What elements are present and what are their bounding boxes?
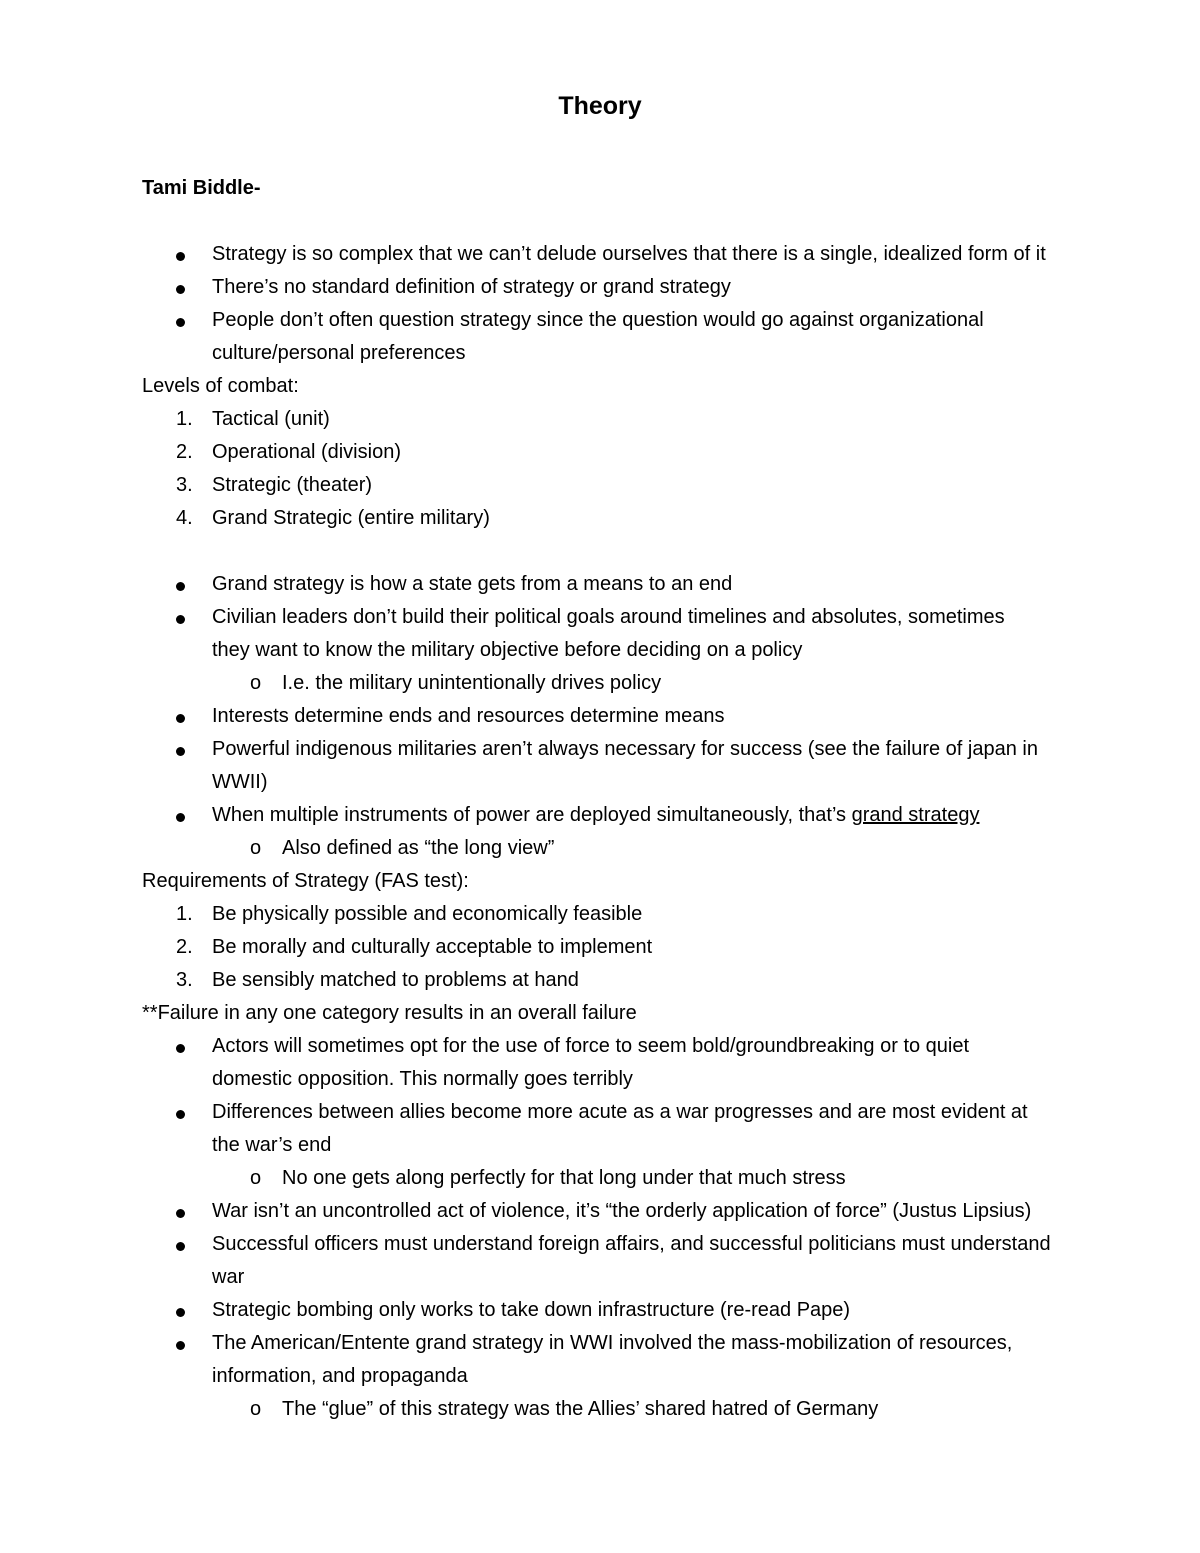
bullet-icon	[176, 615, 185, 624]
list-item: Grand strategy is how a state gets from a means to an end	[142, 568, 1122, 601]
numbered-item: 1. Tactical (unit)	[176, 408, 330, 430]
bullet-icon	[176, 582, 185, 591]
bullet-icon	[176, 1110, 185, 1119]
bullet-icon	[176, 1209, 185, 1218]
sub-list-item: o No one gets along perfectly for that long under that much stress	[142, 1162, 1122, 1195]
list-item: Strategy is so complex that we can’t delude ourselves that there is a single, idealized form of it	[142, 238, 1122, 271]
list-item: Differences between allies become more acute as a war progresses and are most evident at	[142, 1096, 1122, 1129]
sub-list-item: o The “glue” of this strategy was the Allies’ shared hatred of Germany	[142, 1393, 1122, 1426]
list-item-continuation: they want to know the military objective before deciding on a policy	[212, 639, 803, 661]
numbered-item: 3. Be sensibly matched to problems at hand	[176, 969, 579, 991]
list-item: War isn’t an uncontrolled act of violence, it’s “the orderly application of force” (Justus Lipsius)	[142, 1195, 1122, 1228]
list-item: Actors will sometimes opt for the use of force to seem bold/groundbreaking or to quiet	[142, 1030, 1122, 1063]
bullet-icon	[176, 1341, 185, 1350]
list-item-continuation: culture/personal preferences	[212, 342, 466, 364]
sub-list-item: o I.e. the military unintentionally drives policy	[142, 667, 1122, 700]
sub-list-item: o Also defined as “the long view”	[142, 832, 1122, 865]
levels-heading: Levels of combat:	[142, 375, 299, 397]
numbered-item: 2. Be morally and culturally acceptable to implement	[176, 936, 653, 958]
circle-bullet-icon: o	[250, 837, 262, 859]
list-item: Civilian leaders don’t build their political goals around timelines and absolutes, sometimes	[142, 601, 1122, 634]
bullet-icon	[176, 714, 185, 723]
numbered-item: 1. Be physically possible and economically feasible	[176, 903, 643, 925]
list-item: The American/Entente grand strategy in WWI involved the mass-mobilization of resources,	[142, 1327, 1122, 1360]
list-item: Strategic bombing only works to take down infrastructure (re-read Pape)	[142, 1294, 1122, 1327]
bullet-icon	[176, 1242, 185, 1251]
list-item-continuation: WWII)	[212, 771, 268, 793]
list-item: Powerful indigenous militaries aren’t always necessary for success (see the failure of japan in	[142, 733, 1122, 766]
list-item-continuation: information, and propaganda	[212, 1365, 468, 1387]
circle-bullet-icon: o	[250, 1398, 262, 1420]
bullet-icon	[176, 813, 185, 822]
bullet-icon	[176, 285, 185, 294]
circle-bullet-icon: o	[250, 672, 262, 694]
underlined-term: grand strategy	[851, 804, 980, 826]
bullet-icon	[176, 252, 185, 261]
failure-note: **Failure in any one category results in an overall failure	[142, 1002, 637, 1024]
numbered-item: 3. Strategic (theater)	[176, 474, 373, 496]
list-item: Interests determine ends and resources determine means	[142, 700, 1122, 733]
author-heading: Tami Biddle-	[142, 177, 261, 199]
numbered-item: 2. Operational (division)	[176, 441, 401, 463]
bullet-icon	[176, 318, 185, 327]
document-body	[142, 172, 1122, 1426]
circle-bullet-icon: o	[250, 1167, 262, 1189]
list-item-continuation: war	[212, 1266, 245, 1288]
requirements-heading: Requirements of Strategy (FAS test):	[142, 870, 469, 892]
list-item: When multiple instruments of power are deployed simultaneously, that’s grand strategy	[142, 799, 1122, 832]
list-item: Successful officers must understand foreign affairs, and successful politicians must understand	[142, 1228, 1122, 1261]
list-item: People don’t often question strategy since the question would go against organizational	[142, 304, 1122, 337]
bullet-icon	[176, 1044, 185, 1053]
list-item: There’s no standard definition of strategy or grand strategy	[142, 271, 1122, 304]
list-item-continuation: the war’s end	[212, 1134, 332, 1156]
numbered-item: 4. Grand Strategic (entire military)	[176, 507, 490, 529]
bullet-icon	[176, 1308, 185, 1317]
bullet-icon	[176, 747, 185, 756]
page-title: Theory	[558, 92, 642, 120]
list-item-continuation: domestic opposition. This normally goes terribly	[212, 1068, 633, 1090]
